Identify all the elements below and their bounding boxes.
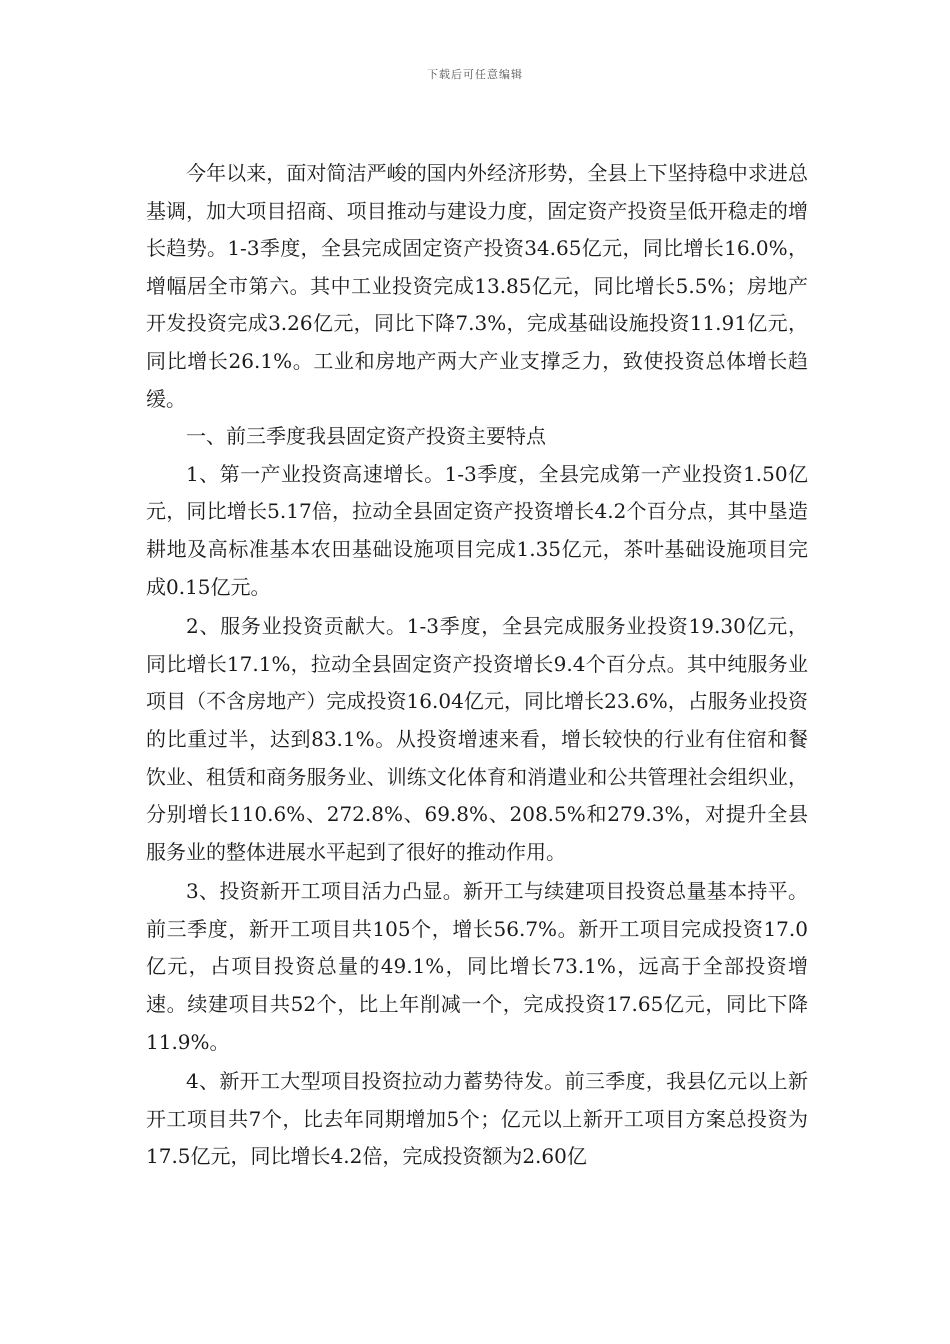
- point-3-paragraph: 3、投资新开工项目活力凸显。新开工与续建项目投资总量基本持平。前三季度，新开工项目共105个，增长56.7%。新开工项目完成投资17.0亿元，占项目投资总量的49.1%，同比增长73.1%，远高于全部投资增速。续建项目共52个，比上年削减一个，完成投资17.65亿元，同比下降11.9%。: [146, 879, 808, 1054]
- intro-paragraph: 今年以来，面对简洁严峻的国内外经济形势，全县上下坚持稳中求进总基调，加大项目招商、项目推动与建设力度，固定资产投资呈低开稳走的增长趋势。1-3季度，全县完成固定资产投资34.65亿元，同比增长16.0%，增幅居全市第六。其中工业投资完成13.85亿元，同比增长5.5%；房地产开发投资完成3.26亿元，同比下降7.3%，完成基础设施投资11.91亿元，同比增长26.1%。工业和房地产两大产业支撑乏力，致使投资总体增长趋缓。: [146, 161, 808, 411]
- page-header: 下载后可任意编辑: [427, 68, 523, 81]
- point-1-paragraph: 1、第一产业投资高速增长。1-3季度，全县完成第一产业投资1.50亿元，同比增长5.17倍，拉动全县固定资产投资增长4.2个百分点，其中垦造耕地及高标准基本农田基础设施项目完成1.35亿元，茶叶基础设施项目完成0.15亿元。: [146, 461, 808, 599]
- section-heading: 一、前三季度我县固定资产投资主要特点: [186, 424, 546, 449]
- document-body: [146, 155, 808, 1176]
- point-4-paragraph: 4、新开工大型项目投资拉动力蓄势待发。前三季度，我县亿元以上新开工项目共7个，比去年同期增加5个；亿元以上新开工项目方案总投资为17.5亿元，同比增长4.2倍，完成投资额为2.60亿: [146, 1069, 808, 1169]
- point-2-paragraph: 2、服务业投资贡献大。1-3季度，全县完成服务业投资19.30亿元，同比增长17.1%，拉动全县固定资产投资增长9.4个百分点。其中纯服务业项目（不含房地产）完成投资16.04亿元，同比增长23.6%，占服务业投资的比重过半，达到83.1%。从投资增速来看，增长较快的行业有住宿和餐饮业、租赁和商务服务业、训练文化体育和消遣业和公共管理社会组织业，分别增长110.6%、272.8%、69.8%、208.5%和279.3%，对提升全县服务业的整体进展水平起到了很好的推动作用。: [146, 614, 808, 864]
